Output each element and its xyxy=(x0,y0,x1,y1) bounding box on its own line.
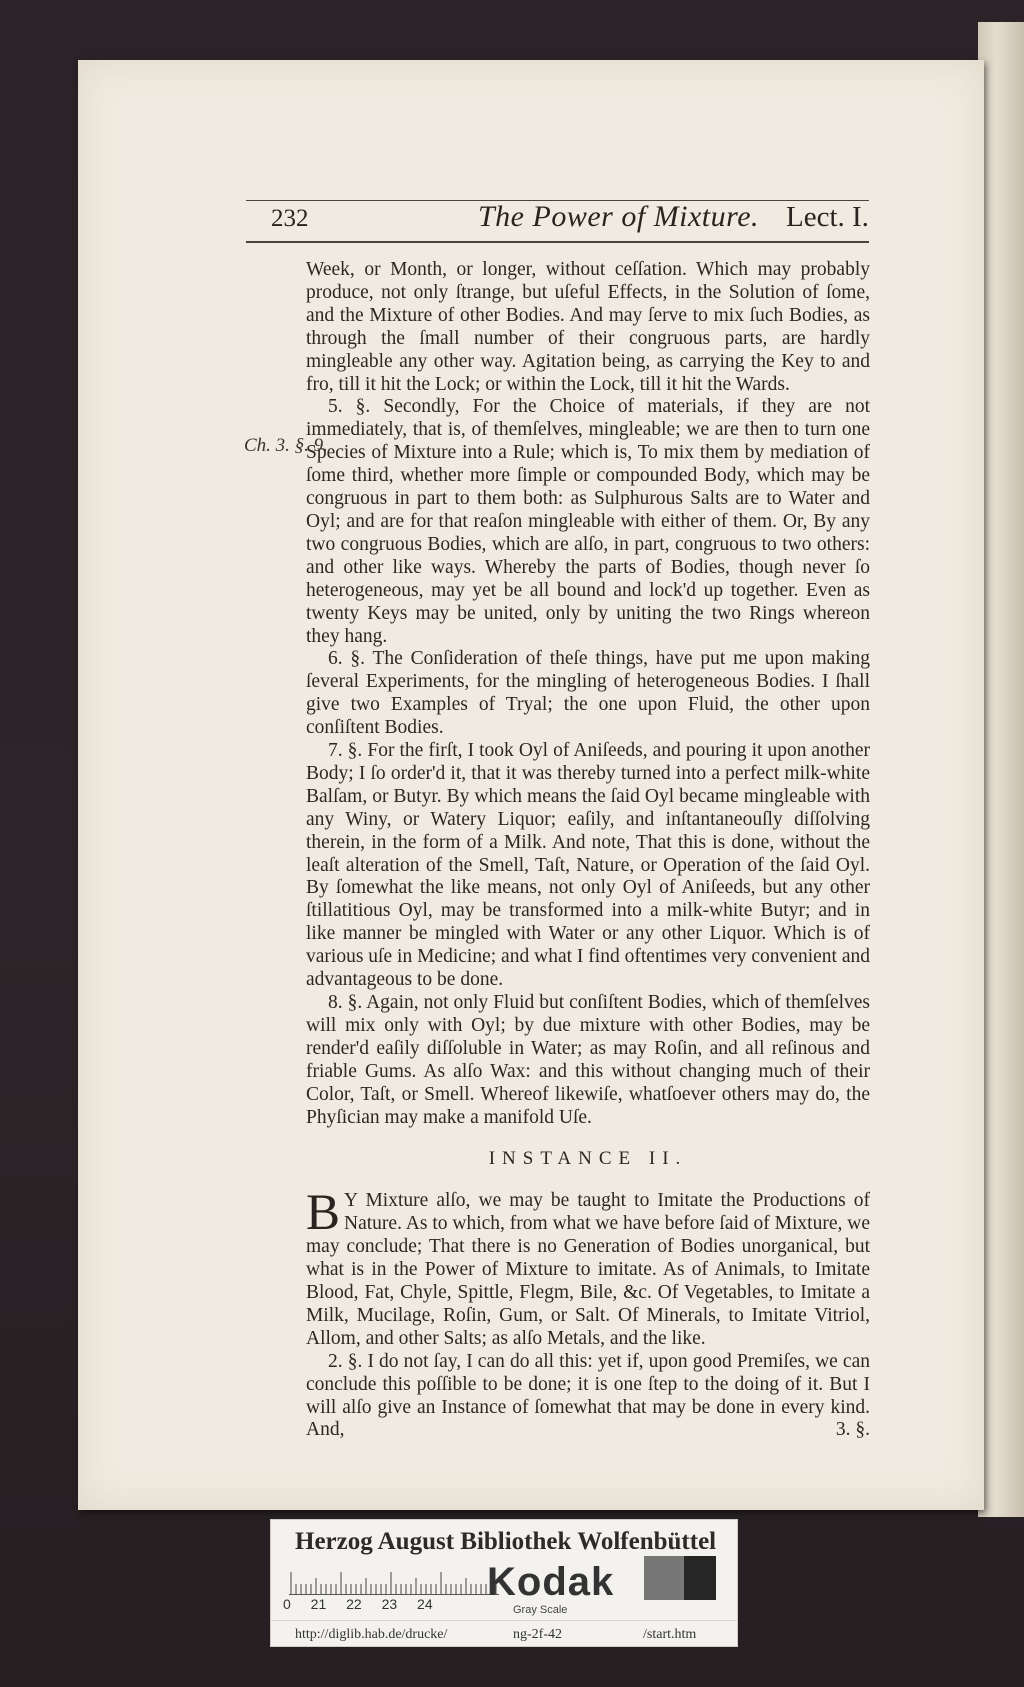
page-number: 232 xyxy=(271,205,309,232)
catchword: 3. §. xyxy=(835,1419,870,1441)
paragraph xyxy=(306,1351,870,1443)
gray-patch-dark xyxy=(684,1556,716,1600)
ruler-labels: 0 21 22 23 24 xyxy=(283,1596,433,1612)
lecture-label: Lect. I. xyxy=(786,201,869,233)
header-rule-bottom xyxy=(246,241,869,243)
shelfmark: ng-2f-42 xyxy=(513,1627,562,1642)
label-footer xyxy=(271,1620,737,1647)
kodak-logo: Kodak xyxy=(487,1560,615,1604)
gray-scale-label: Gray Scale xyxy=(513,1604,568,1616)
drop-cap: B xyxy=(306,1185,341,1242)
ruler-ticks-icon xyxy=(289,1570,499,1594)
paragraph: 8. §. Again, not only Fluid but conſiſtent Bodies, which of themſelves will mix only with Oyl; by due mixture with other Bodies, may be render'd eaſily diſſoluble in Water; as may Roſin, and all reſinous and friable Gums. As alſo Wax: and this without changing much of their Color, Taſt, or Smell. Whereof likewiſe, whatſoever others may do, the Phyſician may make a manifold Uſe. xyxy=(306,992,870,1128)
paragraph: 6. §. The Conſideration of theſe things, have put me upon making ſeveral Experiments, for the mingling of heterogeneous Bodies. I ſhall give two Examples of Tryal; the one upon Fluid, the other upon conſiſtent Bodies. xyxy=(306,648,870,739)
body-text xyxy=(306,259,870,1442)
section-heading: INSTANCE II. xyxy=(488,1148,688,1170)
instance-paragraph xyxy=(306,1185,870,1350)
library-name: Herzog August Bibliothek Wolfenbüttel xyxy=(295,1528,717,1555)
margin-note: Ch. 3. §. 9. xyxy=(244,435,328,456)
start-page-url: /start.htm xyxy=(643,1627,697,1642)
running-title: The Power of Mixture. xyxy=(478,200,760,233)
paragraph: 7. §. For the firſt, I took Oyl of Aniſeeds, and pouring it upon another Body; I ſo order'd it, that it was thereby turned into a perfect milk-white Balſam, or Butyr. By which means the ſaid Oyl became mingleable with any Winy, or Watery Liquor; eaſily, and inſtantaneouſly diſſolving therein, in the form of a Milk. And note, That this is done, without the leaſt alteration of the Smell, Taſt, Nature, or Operation of the ſaid Oyl. By ſomewhat the like means, not only Oyl of Aniſeeds, but any other ſtillatitious Oyl, may be transformed into a milk-white Butyr; and in like manner be mingled with Water or any other Liquor. Which is of various uſe in Medicine; and what I find oftentimes very convenient and advantageous to be done. xyxy=(306,740,870,991)
facing-page-edge xyxy=(978,22,1024,1517)
instance-paragraph-text: Y Mixture alſo, we may be taught to Imitate the Productions of Nature. As to which, from what we have before ſaid of Mixture, we may conclude; That there is no Generation of Bodies unorganical, but what is in the Power of Mixture to imitate. As of Animals, to Imitate Blood, Fat, Chyle, Spittle, Flegm, Bile, &c. Of Vegetables, to Imitate a Milk, Mucilage, Roſin, Gum, or Salt. Of Minerals, to Imitate Vitriol, Allom, and other Salts; as alſo Metals, and the like. xyxy=(306,1190,870,1349)
paragraph: 5. §. Secondly, For the Choice of materials, if they are not immediately, that is, of themſelves, mingleable; we are then to turn one Species of Mixture into a Rule; which is, To mix them by mediation of ſome third, whether more ſimple or compounded Body, which may be congruous in part to them both: as Sulphurous Salts are to Water and Oyl; and are for that reaſon mingleable with either of them. Or, By any two congruous Bodies, which are alſo, in part, congruous to two others: and other like ways. Whereby the parts of Bodies, though never ſo heterogeneous, may yet be all bound and lock'd up together. Even as twenty Keys may be united, only by uniting the two Rings whereon they hang. xyxy=(306,396,870,647)
measurement-ruler xyxy=(289,1570,499,1595)
final-paragraph-text: 2. §. I do not ſay, I can do all this: yet if, upon good Premiſes, we can conclude this poſſible to be done; it is one ſtep to the doing of it. But I will alſo give an Instance of ſomewhat that may be done in every kind. And, xyxy=(306,1350,870,1441)
library-url: http://diglib.hab.de/drucke/ xyxy=(295,1627,448,1642)
paragraph: Week, or Month, or longer, without ceſſation. Which may probably produce, not only ſtrange, but uſeful Effects, in the Solution of ſome, and the Mixture of other Bodies. And may ſerve to mix ſuch Bodies, as through the ſmall number of their congruous parts, are hardly mingleable any other way. Agitation being, as carrying the Key to and fro, till it hit the Lock; or within the Lock, till it hit the Wards. xyxy=(306,259,870,395)
gray-patch-mid xyxy=(644,1556,684,1600)
library-label-card xyxy=(270,1519,738,1647)
